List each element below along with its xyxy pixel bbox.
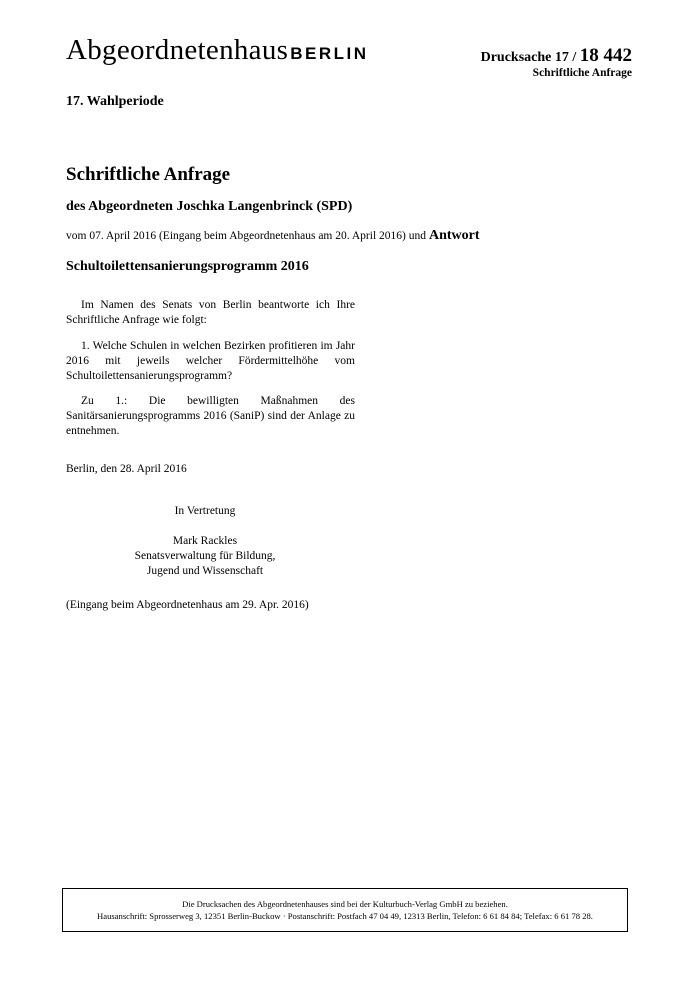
signer-office-line2: Jugend und Wissenschaft (146, 565, 264, 577)
masthead (66, 36, 369, 65)
signer-office-line1: Senatsverwaltung für Bildung, (134, 550, 276, 562)
inquiry-dateline (66, 228, 480, 244)
place-date: Berlin, den 28. April 2016 (66, 463, 187, 475)
institution-name: Abgeordnetenhaus (66, 34, 289, 66)
wahlperiode: 17. Wahlperiode (66, 94, 164, 109)
drucksache-label: Drucksache 17 / (480, 50, 577, 65)
answer-label: Antwort (428, 228, 480, 243)
receipt-note: (Eingang beim Abgeordnetenhaus am 29. Apr. 2016) (66, 599, 309, 611)
inquiry-title: Schriftliche Anfrage (66, 164, 231, 185)
footer-box (62, 888, 628, 932)
footer-line-2: Hausanschrift: Sprosserweg 3, 12351 Berlin-Buckow · Postanschrift: Postfach 47 04 49, 12313 Berlin, Telefon: 6 61 84 84; Telefax: 6 61 78 28. (97, 911, 593, 921)
intro-paragraph: Im Namen des Senats von Berlin beantworte ich Ihre Schriftliche Anfrage wie folgt: (66, 299, 355, 326)
institution-city: BERLIN (290, 44, 369, 63)
footer-line-1: Die Drucksachen des Abgeordnetenhauses sind bei der Kulturbuch-Verlag GmbH zu beziehen. (182, 899, 508, 909)
question-1: 1. Welche Schulen in welchen Bezirken profitieren im Jahr 2016 mit jeweils welcher Fördermittelhöhe vom Schultoilettensanierungsprogramm? (66, 340, 355, 382)
dateline-text: vom 07. April 2016 (Eingang beim Abgeordnetenhaus am 20. April 2016) und (66, 230, 426, 242)
signer-name: Mark Rackles (172, 535, 238, 547)
answer-1: Zu 1.: Die bewilligten Maßnahmen des Sanitärsanierungsprogramms 2016 (SaniP) sind der Anlage zu entnehmen. (66, 395, 355, 437)
document-type: Schriftliche Anfrage (532, 67, 632, 79)
in-vertretung: In Vertretung (174, 505, 236, 517)
drucksache-reference (481, 45, 632, 67)
inquiry-subject: Schultoilettensanierungsprogramm 2016 (66, 259, 309, 274)
inquiry-author: des Abgeordneten Joschka Langenbrinck (SPD) (66, 199, 353, 214)
signature-block (100, 504, 310, 579)
drucksache-number: 18 442 (579, 45, 632, 66)
